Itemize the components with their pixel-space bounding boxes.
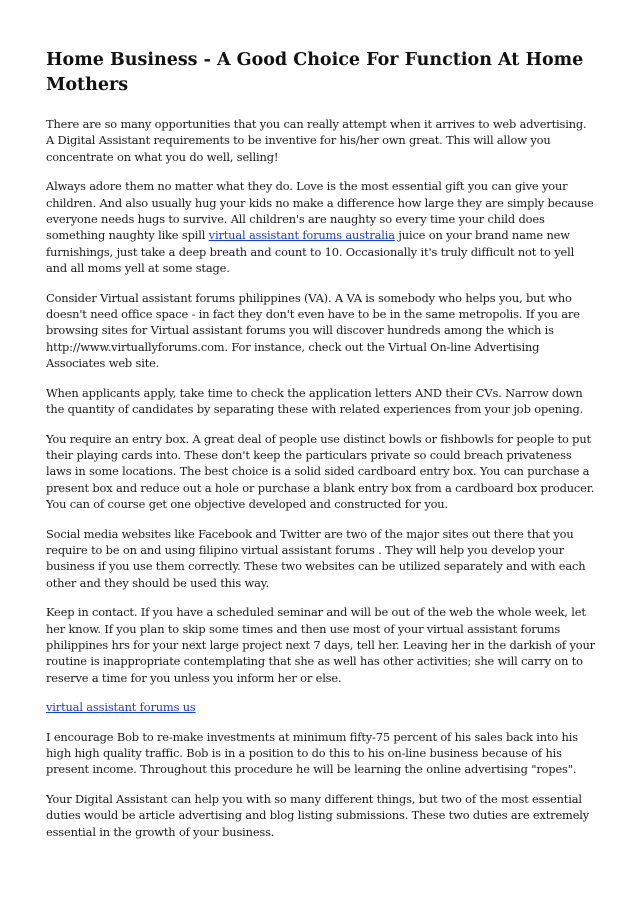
paragraph-7: Keep in contact. If you have a scheduled seminar and will be out of the web the whole week, let her know. If you plan to skip some times and then use most of your virtual assistant forums philippines hrs for your next large project next 7 days, tell her. Leaving her in the darkish of your routine is inappropriate contemplating that she as well has other activities; she will carry on to reserve a time for you unless you inform her or else.	[46, 605, 595, 685]
paragraph-2-text-after: juice on your brand name new furnishings, just take a deep breath and count to 10. Occasionally it's truly difficult not to yell and all moms yell at some stage.	[46, 228, 575, 276]
link-virtual-assistant-forums-australia[interactable]: virtual assistant forums australia	[208, 228, 395, 243]
paragraph-2	[46, 178, 598, 276]
link-virtual-assistant-forums-us[interactable]: virtual assistant forums us	[46, 700, 196, 715]
document-page	[46, 48, 598, 853]
paragraph-8	[46, 699, 598, 715]
paragraph-9: I encourage Bob to re-make investments at minimum fifty-75 percent of his sales back into his high high quality traffic. Bob is in a position to do this to his on-line business because of his present income. Throughout this procedure he will be learning the online advertising "ropes".	[46, 729, 578, 777]
paragraph-5: You require an entry box. A great deal of people use distinct bowls or fishbowls for people to put their playing cards into. These don't keep the particulars private so could breach privateness laws in some locations. The best choice is a solid sided cardboard entry box. You can purchase a present box and reduce out a hole or purchase a blank entry box from a cardboard box producer. You can of course get one objective developed and constructed for you.	[46, 431, 595, 512]
page-title: Home Business - A Good Choice For Function At Home Mothers	[46, 50, 584, 95]
paragraph-1: There are so many opportunities that you can really attempt when it arrives to web advertising. A Digital Assistant requirements to be inventive for his/her own great. This will allow you concentrate on what you do well, selling!	[46, 117, 587, 164]
paragraph-10: Your Digital Assistant can help you with so many different things, but two of the most essential duties would be article advertising and blog listing submissions. These two duties are extremely essential in the growth of your business.	[46, 791, 590, 839]
paragraph-4: When applicants apply, take time to check the application letters AND their CVs. Narrow down the quantity of candidates by separating these with related experiences from your job opening.	[46, 385, 584, 417]
paragraph-3: Consider Virtual assistant forums philippines (VA). A VA is somebody who helps you, but who doesn't need office space - in fact they don't even have to be in the same metropolis. If you are browsing sites for Virtual assistant forums you will discover hundreds among the which is http://www.virtuallyforums.com. For instance, check out the Virtual On-line Advertising Associates web site.	[46, 290, 580, 371]
paragraph-6: Social media websites like Facebook and Twitter are two of the major sites out there that you require to be on and using filipino virtual assistant forums . They will help you develop your business if you use them correctly. These two websites can be utilized separately and with each other and they should be used this way.	[46, 526, 586, 590]
paragraph-2-text-before: Always adore them no matter what they do. Love is the most essential gift you can give your children. And also usually hug your kids no make a difference how large they are simply because everyone needs hugs to survive. All children's are naughty so every time your child does something naughty like spill	[46, 179, 594, 243]
